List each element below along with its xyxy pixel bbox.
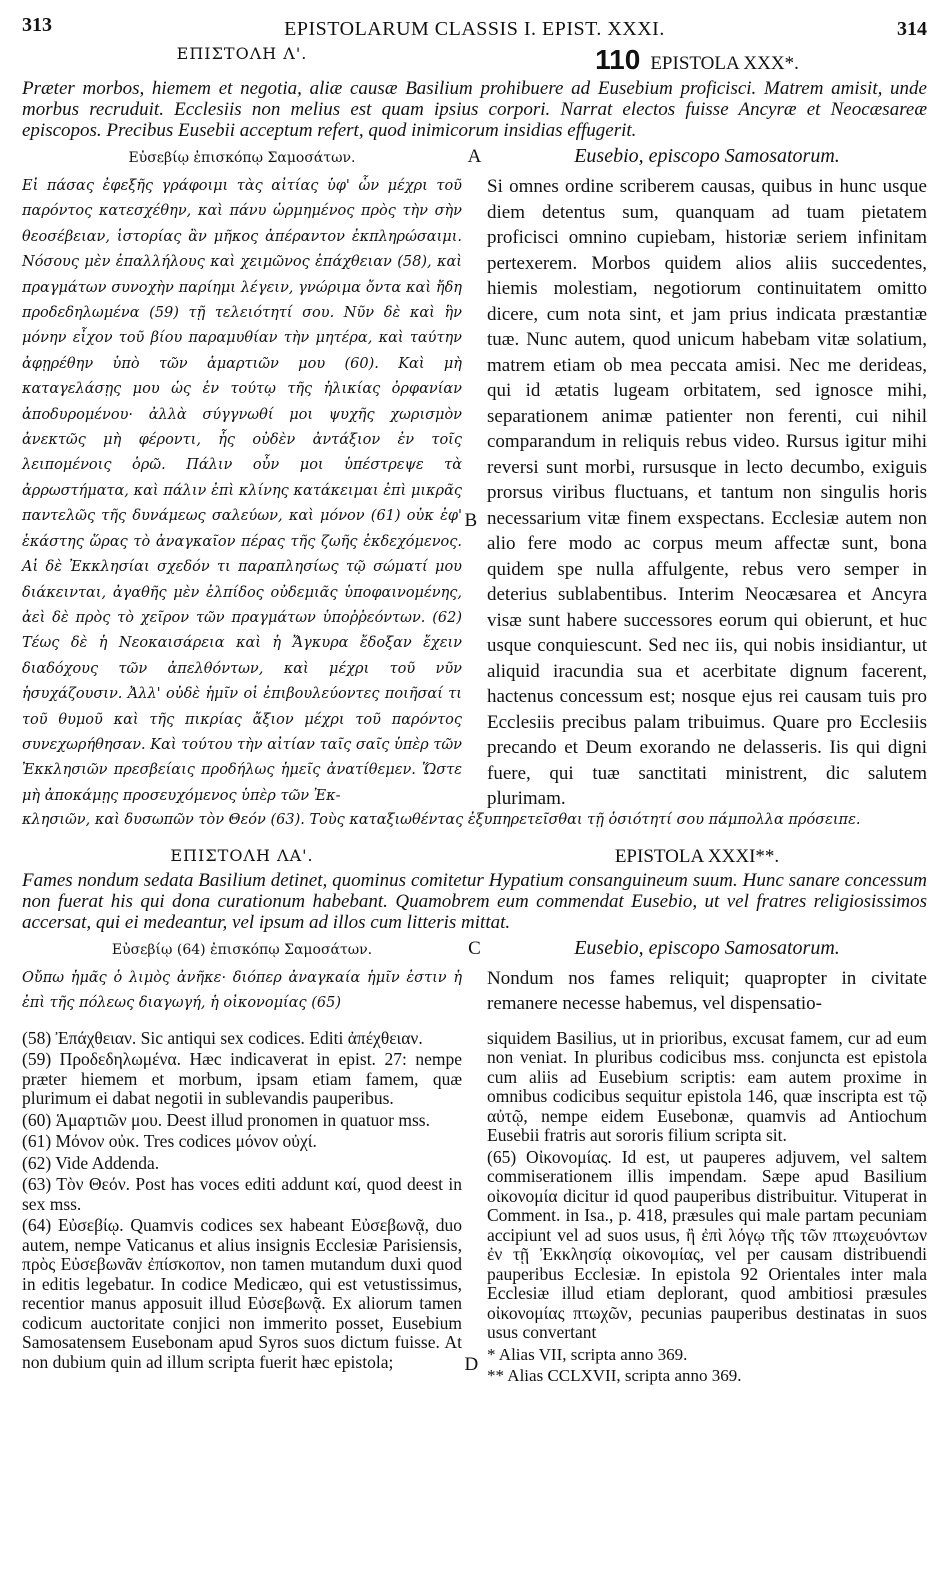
footnotes-right <box>487 1029 927 1388</box>
latin-address-31: Eusebio, episcopo Samosatorum. <box>574 936 840 959</box>
epistle-30-titles <box>22 44 927 76</box>
greek-title-31: ΕΠΙΣΤΟΛΗ ΛΑ'. <box>170 845 314 865</box>
argument-31: Fames nondum sedata Basilium detinet, quominus comitetur Hypatium consanguineum suum. Hunc sanare concessum non fuerat his qui dona curationum habebant. Quamobrem eum commendat Eusebio, ut vel fratres religiosissimos accersat, qui ei medeantur, vel ipsum ad illos cum litteris mittat. <box>22 869 927 933</box>
address-row-30 <box>22 145 927 168</box>
margin-letter-c: C <box>468 937 481 959</box>
footnotes-left <box>22 1029 462 1388</box>
latin-address-30: Eusebio, episcopo Samosatorum. <box>574 145 840 167</box>
footnote-62: (62) Vide Addenda. <box>22 1152 160 1173</box>
latin-text-30: Si omnes ordine scriberem causas, quibus in hunc usque diem detentus sum, quanquam ad tuam pietatem proficisci omnino cupiebam, historiæ seriem infinitam pertexerem. Morbos quidem alios aliis succedentes, hiemis molestiam, negotiorum continuitatem omitto dicere, cum nota sint, et jam prius indicata præstantiæ tuæ. Nunc autem, quod unicum habebam vitæ solatium, matrem etiam ob mea peccata amisi. Nec me derideas, qui id ætatis lugeam orbitatem, sed ignosce mihi, separationem animæ patienter non ferenti, cui nihil comparandum in reliquis rebus video. Rursus igitur mihi reversi sunt morbi, rursusque in lecto decumbo, exiguis prorsus viribus fluctuans, et tantum non singulis horis necessarium vitæ finem exspectans. Ecclesiæ autem non alio fere modo ac corpus meum affectæ sunt, bona quidem spe nulla affulgente, rebus vero semper in deterius sublabentibus. Interim Neocæsarea et Ancyra visæ sunt habere successores eorum qui obierunt, et huc usque conquiescunt. Sed nec iis, qui nobis insidiantur, ut aliquid iracundia sua et acerbitate dignum facerent, hactenus concessum est; nosque ejus rei causam tuis pro Ecclesiis precibus palam tribuimus. Quare pro Ecclesiis precando et Deum exorando ne delasseris. Iis qui digni fuere, qui tuæ sanctitati ministrent, dic salutem plurimam. <box>487 176 927 809</box>
margin-letter-a: A <box>467 146 482 167</box>
latin-title-30 <box>467 44 927 76</box>
margin-letter-b: B <box>464 510 478 531</box>
footnote-margin <box>465 1029 485 1388</box>
epistle-31-body <box>22 966 927 1017</box>
latin-title-30-text: EPISTOLA XXX*. <box>650 53 799 74</box>
address-row-31 <box>22 937 927 960</box>
footnote-60: (60) Ἁμαρτιῶν μου. Deest illud pronomen in quatuor mss. <box>22 1109 430 1130</box>
page <box>22 10 927 1580</box>
footnote-59: (59) Προδεδηλωμένα. Hæc indicaverat in epist. 27: nempe præter hiemem et morbum, ipsam etiam famem, quæ plurimum ei dabat negotii in sublevandis pauperibus. <box>22 1049 462 1108</box>
latin-text-31: Nondum nos fames reliquit; quapropter in civitate remanere necesse habemus, vel dispensatio- <box>487 967 927 1014</box>
alias-note-1: * Alias VII, scripta anno 369. <box>487 1344 688 1364</box>
column-number: 110 <box>595 44 641 75</box>
greek-title-30: ΕΠΙΣΤΟΛΗ Λ'. <box>176 44 308 63</box>
epistle-31-titles <box>22 846 927 868</box>
epistle-30-body <box>22 174 927 812</box>
alias-note-2: ** Alias CCLXVII, scripta anno 369. <box>487 1366 742 1385</box>
footnote-63: (63) Τὸν Θεόν. Post has voces editi addunt καί, quod deest in sex mss. <box>22 1174 462 1214</box>
middle-margin <box>465 174 485 812</box>
page-number-left: 313 <box>22 14 52 36</box>
greek-text-31: Οὔπω ἡμᾶς ὁ λιμὸς ἀνῆκε· διόπερ ἀναγκαία ἡμῖν ἐστιν ἡ ἐπὶ τῆς πόλεως διαγωγή, ἡ οἰκονομίας (65) <box>22 969 462 1011</box>
greek-address-31: Εὐσεβίῳ (64) ἐπισκόπῳ Σαμοσάτων. <box>111 941 373 958</box>
argument-30: Præter morbos, hiemem et negotia, aliæ causæ Basilium prohibuere ad Eusebium proficisci. Matrem amisit, unde morbus recruduit. Ecclesiis non melius est quam ipsius corpori. Narrat electos fuisse Ancyræ et Neocæsareæ episcopos. Precibus Eusebii acceptum refert, quod inimicorum insidias effugerit. <box>22 78 927 141</box>
page-header <box>22 10 927 44</box>
margin-letter-d: D <box>464 1353 479 1375</box>
footnote-64-cont: siquidem Basilius, ut in prioribus, excusat famem, cur ad eum non veniat. In pluribus codicibus mss. conjuncta est epistola cum aliis ad Eusebium scriptis: eam autem proxime in omnibus codicibus sequitur epistola 146, quæ inscripta est τῷ αὐτῷ, nempe eidem Eusebonæ, quamvis ad Antiochum Eusebii fratris aut sororis filium scripta sit. <box>487 1027 927 1145</box>
footnote-64: (64) Εὐσεβίῳ. Quamvis codices sex habeant Εὐσεβωνᾷ, duo autem, nempe Vaticanus et alius insignis Ecclesiæ Parisiensis, πρὸς Εὐσεβωνᾶν ἐπίσκοπον, non tamen mutandum duxi quod in editis legebatur. In codice Medicæo, qui est vetustissimus, recentior manus apposuit illud Εὐσεβωνᾷ. Ex aliorum tamen codicum auctoritate conjici non immerito posset, Eusebium Samosatensem Eusebonam apud Syros suos dictum fuisse. At non dubium quin ad illum scripta fuerit hæc epistola; <box>22 1215 462 1372</box>
running-title: EPISTOLARUM CLASSIS I. EPIST. XXXI. <box>284 18 665 40</box>
greek-text-30: Εἰ πάσας ἐφεξῆς γράφοιμι τὰς αἰτίας ὑφ' ὧν μέχρι τοῦ παρόντος κατεσχέθην, καὶ πάνυ ὡρμημένος πρὸς τὴν σὴν θεοσέβειαν, ἱστορίας ἂν μῆκος ἀπέραντον ἐκπληρώσαιμι. Νόσους μὲν ἐπαλλήλους καὶ χειμῶνος ἐπάχθειαν (58), καὶ πραγμάτων συνοχὴν παρίημι λέγειν, γνώριμα ὄντα καὶ ἤδη προδεδηλωμένα (59) τῇ τελειότητί σου. Νῦν δὲ καὶ ἣν μόνην εἶχον τοῦ βίου παραμυθίαν τὴν μητέρα, καὶ ταύτην ἀφῃρέθην ὑπὸ τῶν ἁμαρτιῶν μου (60). Καὶ μὴ καταγελάσῃς μου ὡς ἐν τούτῳ τῆς ἡλικίας ὀρφανίαν ἀποδυρομένου· ἀλλὰ σύγγνωθί μοι ψυχῆς χωρισμὸν ἀνεκτῶς μὴ φέροντι, ἧς οὐδὲν ἀντάξιον ἐν τοῖς λειπομένοις ὁρῶ. Πάλιν οὖν μοι ὑπέστρεψε τὰ ἀρρωστήματα, καὶ πάλιν ἐπὶ κλίνης κατάκειμαι ἐπὶ μικρᾶς παντελῶς τῆς δυνάμεως σαλεύων, καὶ μόνον (61) οὐκ ἐφ' ἑκάστης ὥρας τὸ ἀναγκαῖον πέρας τῆς ζωῆς ἐκδεχόμενος. Αἱ δὲ Ἐκκλησίαι σχεδόν τι παραπλησίως τῷ σώματί μου διάκεινται, ἀγαθῆς μὲν ἐλπίδος οὐδεμιᾶς ὑποφαινομένης, ἀεὶ δὲ πρὸς τὸ χεῖρον τῶν πραγμάτων ὑποῤῥεόντων. (62) Τέως δὲ ἡ Νεοκαισάρεια καὶ ἡ Ἄγκυρα ἔδοξαν ἔχειν διαδόχους τῶν ἀπελθόντων, καὶ μέχρι τοῦ νῦν ἡσυχάζουσιν. Ἀλλ' οὐδὲ ἡμῖν οἱ ἐπιβουλεύοντες ποιῆσαί τι τοῦ θυμοῦ καὶ τῆς πικρίας ἄξιον μέχρι τοῦ παρόντος συνεχωρήθησαν. Καὶ τούτου τὴν αἰτίαν ταῖς σαῖς ὑπὲρ τῶν Ἐκκλησιῶν πρεσβείαις προδήλως ἡμεῖς ἀνατίθεμεν. Ὥστε μὴ ἀποκάμῃς προσευχόμενος ὑπὲρ τῶν Ἐκ- <box>22 178 462 804</box>
greek-address-30: Εὐσεβίῳ ἐπισκόπῳ Σαμοσάτων. <box>128 150 356 166</box>
footnote-65: (65) Οἰκονομίας. Id est, ut pauperes adjuvem, vel saltem commiserationem illis impendam. Sæpe apud Basilium οἰκονομία dicitur id quod pauperibus distribuitur. Vituperat in Comment. in Isa., p. 418, præsules qui male partam pecuniam accipiunt vel ad suos usus, ἢ ἐπὶ λόγῳ τῆς τῶν πτωχευόντων ἐν τῇ Ἐκκλησίᾳ οἰκονομίας, vel per causam distribuendi pauperibus Ecclesiæ. In epistola 92 Orientales inter mala Ecclesiæ illud etiam deplorant, quod ambitiosi præsules οἰκονομίας πτωχῶν, pecunias pauperibus destinatas in suos usus convertant <box>487 1146 927 1342</box>
greek-final-line-30: κλησιῶν, καὶ δυσωπῶν τὸν Θεόν (63). Τοὺς καταξιωθέντας ἐξυπηρετεῖσθαι τῇ ὁσιότητί σου πάμπολλα πρόσειπε. <box>22 811 861 828</box>
footnote-61: (61) Μόνον οὐκ. Tres codices μόνον οὐχί. <box>22 1131 317 1151</box>
footnote-58: (58) Ἐπάχθειαν. Sic antiqui sex codices. Editi ἀπέχθειαν. <box>22 1027 423 1048</box>
page-number-right: 314 <box>897 18 927 40</box>
latin-title-31: EPISTOLA XXXI**. <box>614 845 780 867</box>
footnotes <box>22 1029 927 1388</box>
